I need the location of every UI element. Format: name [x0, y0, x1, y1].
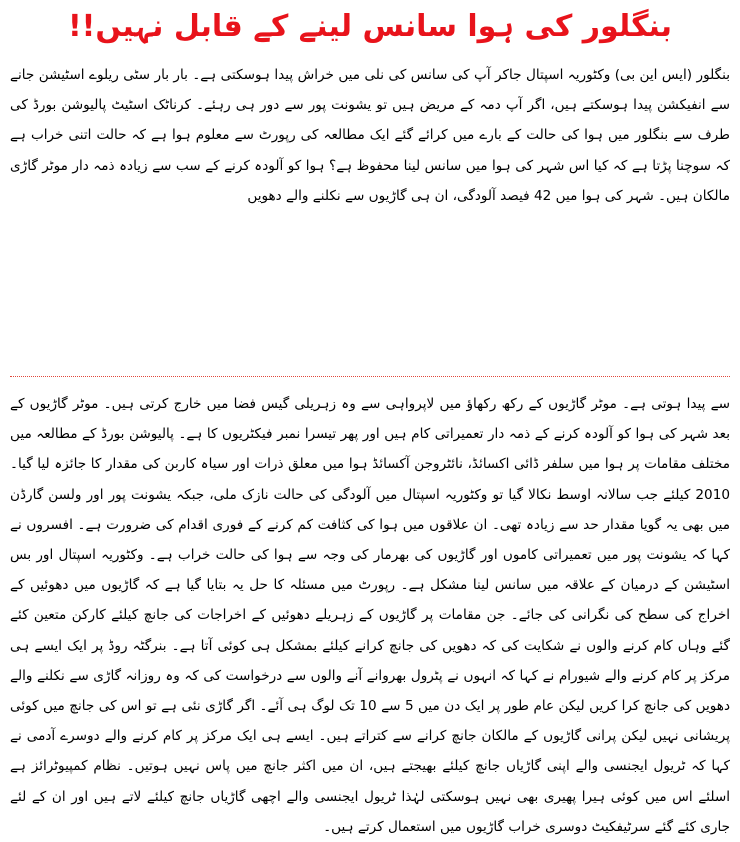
article-paragraph-2: سے پیدا ہوتی ہے۔ موٹر گاڑیوں کے رکھ رکھاؤ میں لاپرواہی سے وہ زہریلی گیس فضا میں خارج کرتی ہیں۔ موٹر گاڑیوں کے بعد شہر کی ہوا کو آلودہ کرنے کے ذمہ دار تعمیراتی کام ہیں اور پھر تیسرا نمبر فیکٹریوں کا ہے۔ پالیوشن بورڈ کے مطالعہ میں مختلف مقامات پر ہوا میں سلفر ڈائی اکسائڈ، نائٹروجن آکسائڈ ہوا میں معلق ذرات اور سیاہ کاربن کی مقدار کا جائزہ لیا گیا۔ 2010 کیلئے جب سالانہ اوسط نکالا گیا تو وکٹوریہ اسپتال میں آلودگی کی حالت نازک ملی، جبکہ یشونت پور اور ولسن گارڈن میں بھی یہ گویا مقدار حد سے زیادہ تھی۔ ان علاقوں میں ہوا کی کثافت کم کرنے کے فوری اقدام کی ضرورت ہے۔ افسروں نے کہا کہ یشونت پور میں تعمیراتی کاموں اور گاڑیوں کی بھرمار کی وجہ سے ہوا کی حالت خراب ہے۔ وکٹوریہ اسپتال اور بس اسٹیشن کے درمیان کے علاقہ میں سانس لینا مشکل ہے۔ رپورٹ میں مسئلہ کا حل یہ بتایا گیا ہے کہ گاڑیوں میں دھوئیں کے اخراج کی سطح کی نگرانی کی جائے۔ جن مقامات پر گاڑیوں کے زہریلے دھوئیں کے اخراجات کی جانچ کیلئے کارکن متعین کئے گئے وہاں کام کرنے والوں نے شکایت کی کہ دھویں کی جانچ کرانے کیلئے بمشکل ہی کوئی آتا ہے۔ بنرگٹہ روڈ پر ایک ایسے ہی مرکز پر کام کرنے والے شیورام نے کہا کہ انہوں نے پٹرول بھروانے آنے والوں سے درخواست کی کہ وہ روزانہ گاڑی سے نکلنے والے دھویں کی جانچ کرا کریں لیکن عام طور پر ایک دن میں 5 سے 10 تک لوگ ہی آئے۔ اگر گاڑی نئی ہے تو اس کی جانچ میں کوئی پریشانی نہیں لیکن پرانی گاڑیوں کے مالکان جانچ کرانے سے کتراتے ہیں۔ ایسے ہی ایک مرکز پر کام کرنے والے دوسرے آدمی نے کہا کہ ٹریول ایجنسی والے اپنی گاڑیاں جانچ کیلئے بھیجتے ہیں، ان میں اکثر جانچ میں پاس نہیں ہوتیں۔ نظام کمپیوٹرائز ہے اسلئے اس میں کوئی ہیرا پھیری بھی نہیں ہوسکتی لہٰذا ٹریول ایجنسی والے اچھی گاڑیاں جانچ کیلئے لاتے ہیں اور ان کے لئے جاری کئے گئے سرٹیفکیٹ دوسری خراب گاڑیوں میں استعمال کرتے ہیں۔ — [10, 396, 730, 835]
dotted-divider — [10, 376, 730, 377]
article-headline: بنگلور کی ہوا سانس لینے کے قابل نہیں!! — [67, 9, 673, 44]
article-paragraph-1: بنگلور (ایس این بی) وکٹوریہ اسپتال جاکر آپ کی سانس کی نلی میں خراش پیدا ہوسکتی ہے۔ بار بار سٹی ریلوے اسٹیشن جانے سے انفیکشن پیدا ہوسکتے ہیں، اگر آپ دمہ کے مریض ہیں تو یشونت پور سے دور ہی رہئے۔ کرناٹک اسٹیٹ پالیوشن بورڈ کی طرف سے بنگلور میں ہوا کی حالت کے بارے میں کرائے گئے ایک مطالعہ کی رپورٹ سے معلوم ہوا ہے کہ حالت اتنی خراب ہے کہ سوچنا پڑتا ہے کہ کیا اس شہر کی ہوا میں سانس لینا محفوظ ہے؟ ہوا کو آلودہ کرنے کے سب سے زیادہ ذمہ دار موٹر گاڑی مالکان ہیں۔ شہر کی ہوا میں 42 فیصد آلودگی، ان ہی گاڑیوں سے نکلنے والے دھویں — [10, 67, 730, 204]
